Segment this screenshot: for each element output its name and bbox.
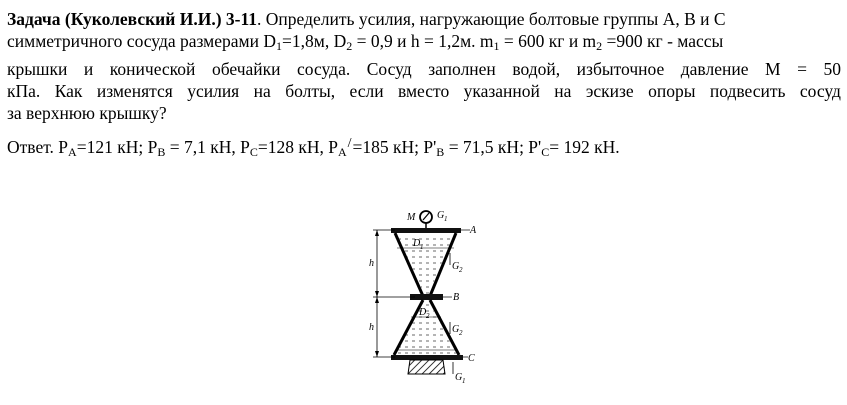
word: М: [765, 59, 781, 79]
label-g2-top-sub: 2: [459, 266, 463, 274]
label-g1-bottom: G: [455, 372, 463, 383]
text-segment: симметричного сосуда размерами D: [7, 31, 276, 51]
answer-line: [7, 136, 841, 160]
label-g1-top-sub: 1: [444, 215, 448, 223]
water-fill: [397, 234, 454, 296]
subscript: А: [337, 145, 347, 159]
subscript: В: [157, 145, 166, 159]
word: изменятся: [96, 81, 173, 101]
label-d2: D: [419, 307, 427, 318]
subscript: 1: [493, 39, 500, 53]
label-g1-bottom-sub: 1: [462, 377, 466, 385]
label-d2-sub: 2: [426, 312, 430, 320]
label-h-top: h: [369, 258, 374, 269]
label-d1-top-sub: 1: [420, 243, 424, 251]
word: болты,: [285, 81, 336, 101]
label-g2-top: G: [452, 261, 460, 272]
prime-mark: /: [347, 136, 352, 151]
text-segment: = 600 кг и m: [499, 31, 597, 51]
problem-line-5: [7, 102, 841, 124]
word: сосуда.: [297, 59, 351, 79]
word: заполнен: [428, 59, 496, 79]
label-m: M: [407, 212, 416, 223]
word: и: [83, 59, 94, 79]
word: конической: [109, 59, 196, 79]
text-segment: за верхнюю крышку?: [7, 103, 167, 123]
subscript: В: [436, 145, 445, 159]
word: обечайки: [211, 59, 281, 79]
text-segment: =900 кг - массы: [602, 31, 724, 51]
text-segment: = 0,9 и h = 1,2м. m: [352, 31, 494, 51]
subscript: А: [68, 145, 77, 159]
word: сосуд: [799, 81, 841, 101]
answer-value: =121 кН; P: [76, 137, 158, 157]
word: если: [349, 81, 384, 101]
vessel-sketch: [355, 200, 485, 390]
subscript: С: [541, 145, 550, 159]
word: кПа.: [7, 81, 41, 101]
subscript: С: [249, 145, 258, 159]
problem-line-4: [7, 80, 841, 102]
answer-value: =185 кН; P': [352, 137, 437, 157]
problem-text: [7, 8, 841, 160]
subscript: 2: [346, 39, 353, 53]
label-g1-top: G: [437, 210, 445, 221]
label-a: A: [470, 225, 477, 236]
word: давление: [680, 59, 749, 79]
word: Сосуд: [366, 59, 412, 79]
word: указанной: [463, 81, 540, 101]
support-base: [408, 360, 445, 374]
word: избыточное: [576, 59, 665, 79]
problem-text-1: . Определить усилия, нагружающие болтовые группы А, В и С: [257, 9, 726, 29]
word: =: [797, 59, 807, 79]
answer-value: = 7,1 кН, P: [165, 137, 250, 157]
word: подвесить: [709, 81, 786, 101]
word: на: [554, 81, 572, 101]
word: на: [253, 81, 271, 101]
problem-heading: Задача (Куколевский И.И.) 3-11: [7, 9, 258, 29]
problem-line-1: [7, 8, 841, 30]
answer-value: = 71,5 кН; P': [444, 137, 542, 157]
answer-value: =128 кН, P: [257, 137, 338, 157]
word: эскизе: [585, 81, 634, 101]
label-b: B: [453, 292, 460, 303]
dimension-arrow: [375, 351, 379, 357]
word: опоры: [648, 81, 696, 101]
subscript: 2: [596, 39, 603, 53]
answer-value: = 192 кН.: [549, 137, 620, 157]
problem-line-2: [7, 30, 841, 52]
word: крышки: [7, 59, 68, 79]
label-c: C: [468, 353, 475, 364]
top-flange: [391, 228, 461, 233]
problem-line-3: [7, 58, 841, 80]
label-g2-bottom: G: [452, 324, 460, 335]
subscript: 1: [276, 39, 282, 53]
dimension-arrow: [375, 291, 379, 297]
word: водой,: [512, 59, 561, 79]
word: Как: [54, 81, 83, 101]
dimension-arrow: [375, 297, 379, 303]
bottom-flange: [391, 355, 463, 360]
text-segment: =1,8м, D: [282, 31, 347, 51]
word: усилия: [187, 81, 240, 101]
label-d1-top: D: [413, 238, 421, 249]
answer-label: Ответ. P: [7, 137, 69, 157]
word: вместо: [398, 81, 450, 101]
dimension-arrow: [375, 230, 379, 236]
vessel-sketch-svg: [355, 200, 485, 390]
label-g2-bottom-sub: 2: [459, 329, 463, 337]
word: 50: [823, 59, 841, 79]
label-h-bottom: h: [369, 322, 374, 333]
